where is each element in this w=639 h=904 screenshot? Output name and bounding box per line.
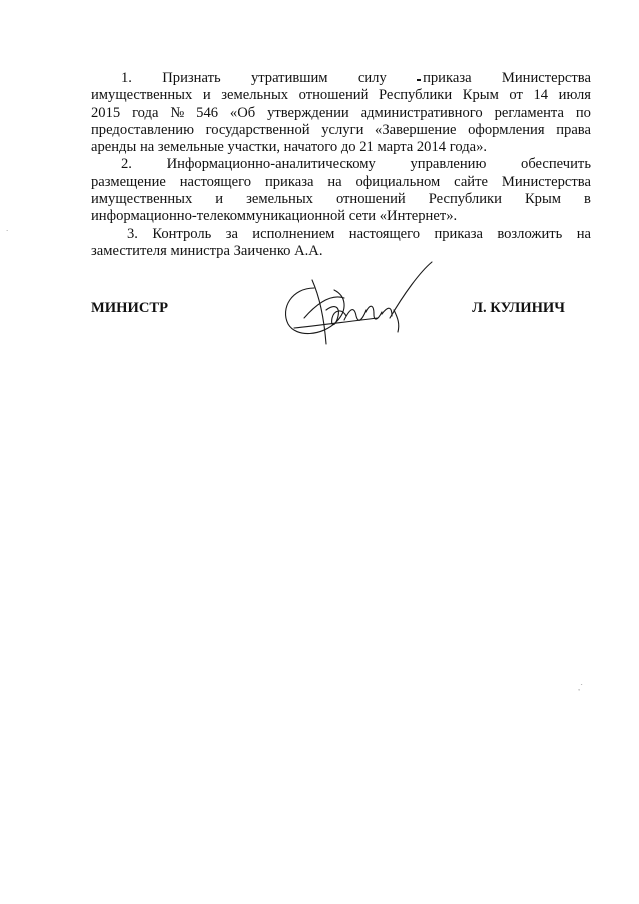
scan-speck: ˋ — [6, 229, 9, 237]
text-line: 1. Признать утратившим силу приказа Министерства — [121, 70, 591, 86]
text-line: 2015 года № 546 «Об утверждении административного регламента по — [91, 104, 591, 121]
handwritten-signature — [274, 258, 438, 354]
text-line: имущественных и земельных отношений Республики Крым от 14 июля — [91, 87, 591, 104]
paragraph-1 — [91, 70, 591, 156]
text-line: имущественных и земельных отношений Республики Крым в — [91, 191, 591, 208]
paragraph-2 — [91, 156, 591, 225]
text-line: аренды на земельные участки, начатого до 21 марта 2014 года». — [91, 139, 488, 156]
text-line: информационно-телекоммуникационной сети «Интернет». — [91, 208, 458, 225]
ink-mark — [417, 79, 421, 81]
signatory-name: Л. КУЛИНИЧ — [472, 300, 565, 316]
text-line: предоставлению государственной услуги «Завершение оформления права — [91, 121, 591, 138]
scan-speck: ˳ˊ — [578, 683, 583, 691]
paragraph-3 — [91, 226, 591, 261]
signatory-title: МИНИСТР — [91, 300, 169, 316]
text-line: заместителя министра Заиченко А.А. — [91, 242, 323, 259]
text-line: 3. Контроль за исполнением настоящего приказа возложить на — [127, 225, 591, 242]
text-line: 2. Информационно-аналитическому управлению обеспечить — [121, 156, 591, 173]
document-body — [91, 70, 591, 260]
text-line: размещение настоящего приказа на официальном сайте Министерства — [91, 173, 591, 190]
